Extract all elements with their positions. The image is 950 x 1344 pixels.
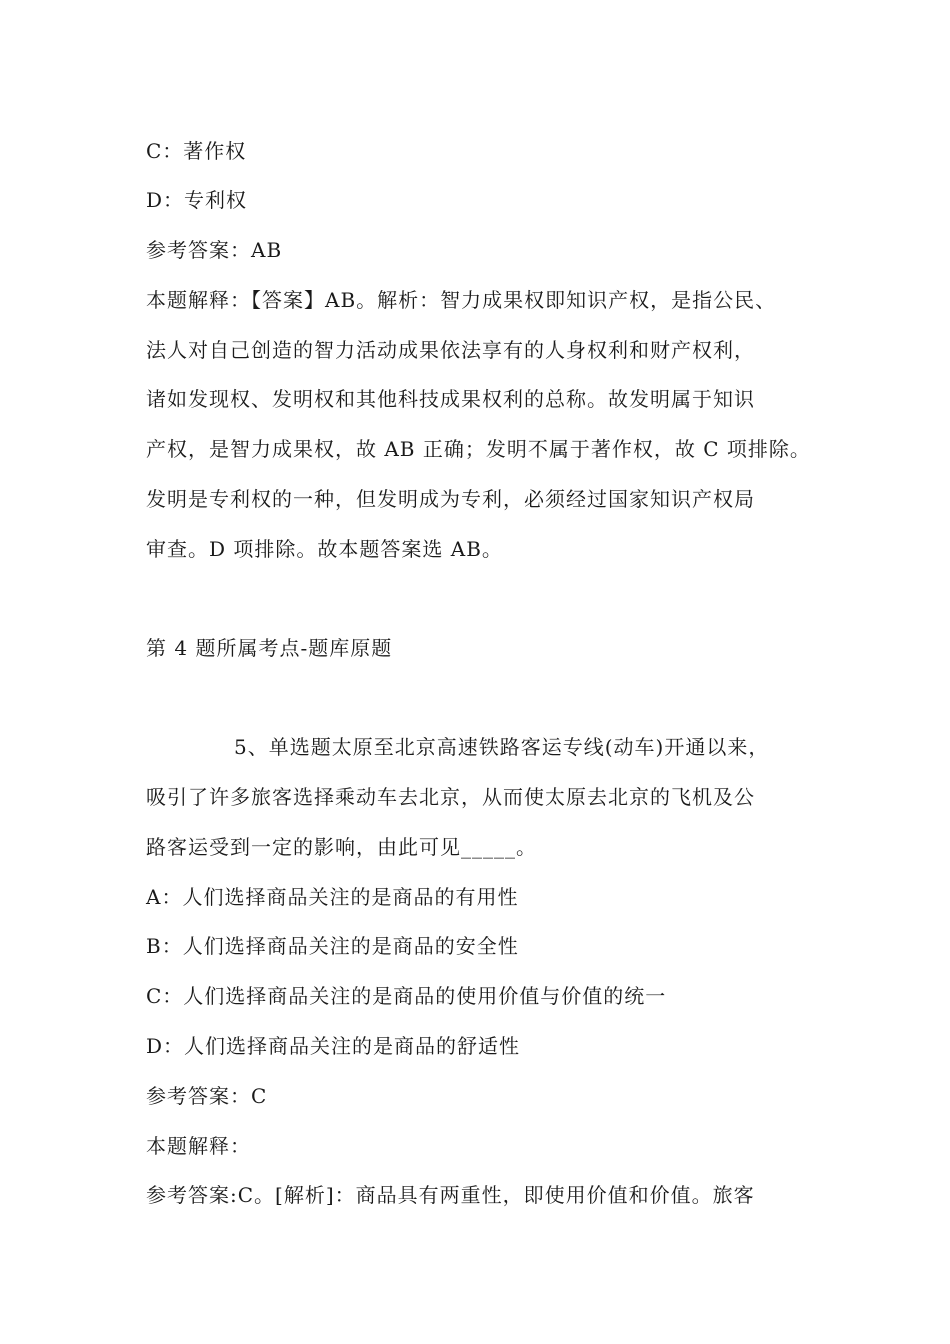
q5-question-line-3: 路客运受到一定的影响，由此可见_____。 [146,835,537,859]
q4-explanation-line-2: 法人对自己创造的智力活动成果依法享有的人身权利和财产权利， [146,338,755,362]
q4-explanation-line-5: 发明是专利权的一种，但发明成为专利，必须经过国家知识产权局 [146,487,755,511]
q4-explanation-line-3: 诸如发现权、发明权和其他科技成果权利的总称。故发明属于知识 [146,387,755,411]
q4-explanation-line-1: 本题解释：【答案】AB。解析：智力成果权即知识产权，是指公民、 [146,288,777,312]
q5-question-line-1: 5、单选题太原至北京高速铁路客运专线(动车)开通以来， [234,735,770,759]
q5-answer: 参考答案：C [146,1084,268,1108]
q4-explanation-line-6: 审查。D 项排除。故本题答案选 AB。 [146,537,503,561]
q4-option-c: C：著作权 [146,139,247,163]
q5-explanation-label: 本题解释： [146,1134,251,1158]
q4-explanation-line-4: 产权，是智力成果权，故 AB 正确；发明不属于著作权，故 C 项排除。 [146,437,811,461]
q4-option-d: D：专利权 [146,188,248,212]
q5-option-b: B：人们选择商品关注的是商品的安全性 [146,934,519,958]
q5-question-line-2: 吸引了许多旅客选择乘动车去北京，从而使太原去北京的飞机及公 [146,785,755,809]
q5-option-c: C：人们选择商品关注的是商品的使用价值与价值的统一 [146,984,667,1008]
q5-explanation-line-1: 参考答案:C。[解析]：商品具有两重性，即使用价值和价值。旅客 [146,1183,755,1207]
q5-option-d: D：人们选择商品关注的是商品的舒适性 [146,1034,521,1058]
q4-topic: 第 4 题所属考点-题库原题 [146,636,393,660]
q4-answer: 参考答案：AB [146,238,283,262]
q5-option-a: A：人们选择商品关注的是商品的有用性 [146,885,519,909]
